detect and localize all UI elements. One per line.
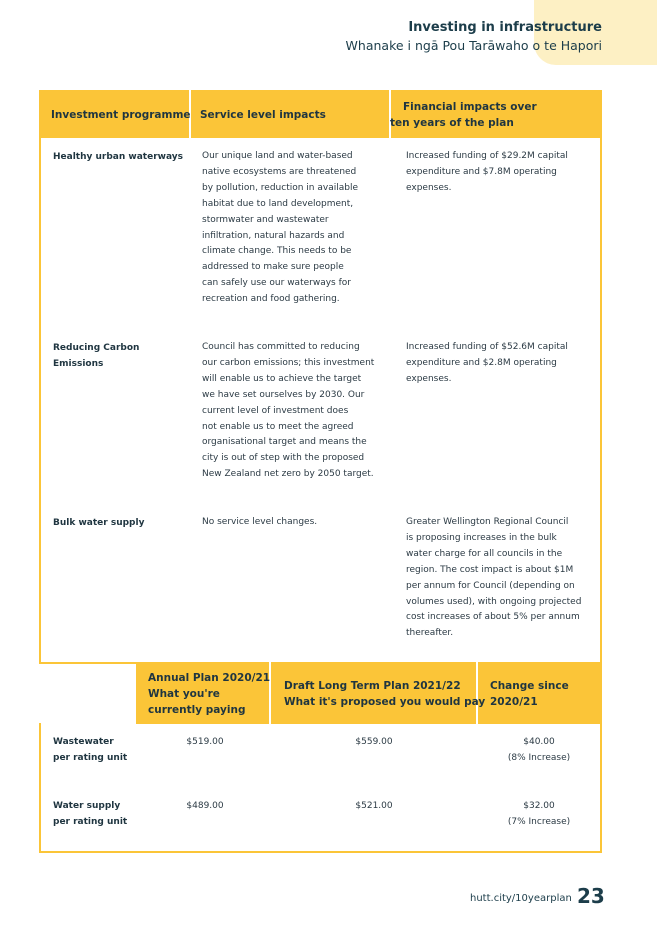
financial-impact-text [406,515,581,642]
page-number: 23 [577,884,605,908]
programme-name [53,149,183,165]
text-line: by pollution, reduction in available [202,182,358,193]
text-line: expenses. [406,373,452,384]
change-amount [484,798,594,830]
text-line: is proposing increases in the bulk [406,532,557,543]
header-annual-plan [148,670,270,718]
header-line: What it's proposed you would pay [284,696,486,708]
change-value: $40.00 [523,737,555,747]
label-line: Wastewater [53,737,114,747]
rates-table [39,723,602,853]
text-line: can safely use our waterways for [202,278,351,289]
text-line: cost increases of about 5% per annum [406,612,580,623]
header-financial-impacts-line1: Financial impacts over [403,101,537,113]
service-impact-text [202,149,358,308]
text-line: infiltration, natural hazards and [202,230,345,241]
header-line: Draft Long Term Plan 2021/22 [284,680,461,692]
investment-programme-table [39,90,602,664]
text-line: region. The cost impact is about $1M [406,564,574,575]
label-line: per rating unit [53,817,128,827]
rates-table-header [136,662,602,724]
programme-name-line: Reducing Carbon [53,343,140,353]
change-value: $32.00 [523,801,555,811]
rate-row-label [53,734,127,766]
text-line: habitat due to land development, [202,198,354,209]
annual-amount: $489.00 [186,801,224,811]
footer-url: hutt.city/10yearplan [470,893,572,904]
header-line: 2020/21 [490,696,538,708]
text-line: per annum for Council (depending on [406,580,575,591]
text-line: expenses. [406,182,452,193]
header-investment-programme: Investment programme [51,109,191,121]
text-line: New Zealand net zero by 2050 target. [202,469,374,480]
text-line: volumes used), with ongoing projected [406,596,582,607]
text-line: Our unique land and water-based [202,151,353,161]
text-line: expenditure and $2.8M operating [406,357,557,368]
change-percent: (8% Increase) [507,753,571,763]
header-service-level-impacts: Service level impacts [200,109,326,121]
annual-amount: $519.00 [186,737,224,747]
financial-impact-text [406,149,568,197]
text-line: organisational target and means the [202,437,367,448]
section-title: Investing in infrastructure [408,20,602,35]
header-change-since [490,678,569,710]
service-impact-text [202,340,374,483]
text-line: we have set ourselves by 2030. Our [202,389,365,400]
draft-amount: $521.00 [355,801,393,811]
text-line: No service level changes. [202,517,318,527]
programme-name [53,515,144,531]
text-line: stormwater and wastewater [202,214,329,225]
text-line: will enable us to achieve the target [202,373,362,384]
programme-name-line: Healthy urban waterways [53,152,183,162]
text-line: Increased funding of $52.6M capital [406,342,568,352]
draft-amount: $559.00 [355,737,393,747]
table-header-row [41,90,600,138]
label-line: Water supply [53,801,121,811]
header-line: currently paying [148,704,246,716]
header-financial-impacts-line2: ten years of the plan [390,117,514,129]
text-line: water charge for all councils in the [406,548,563,559]
text-line: city is out of step with the proposed [202,453,365,464]
rate-row-label [53,798,127,830]
text-line: addressed to make sure people [202,262,344,273]
label-line: per rating unit [53,753,128,763]
financial-impact-text [406,340,568,388]
text-line: thereafter. [406,628,454,639]
text-line: Greater Wellington Regional Council [406,517,569,527]
programme-name-line: Emissions [53,359,104,369]
section-subtitle: Whanake i ngā Pou Tarāwaho o te Hapori [345,38,602,53]
text-line: not enable us to meet the agreed [202,421,354,432]
header-line: What you're [148,688,220,700]
header-line: Change since [490,680,569,692]
service-impact-text [202,515,317,531]
programme-name-line: Bulk water supply [53,518,145,528]
change-percent: (7% Increase) [507,817,571,827]
text-line: Increased funding of $29.2M capital [406,151,568,161]
text-line: recreation and food gathering. [202,294,340,305]
programme-name [53,340,139,372]
text-line: native ecosystems are threatened [202,166,357,177]
text-line: Council has committed to reducing [202,342,360,352]
header-line: Annual Plan 2020/21 [148,672,271,684]
text-line: our carbon emissions; this investment [202,357,375,368]
text-line: current level of investment does [202,405,349,416]
text-line: expenditure and $7.8M operating [406,166,557,177]
text-line: climate change. This needs to be [202,246,352,257]
change-amount [484,734,594,766]
header-draft-plan [284,678,485,710]
